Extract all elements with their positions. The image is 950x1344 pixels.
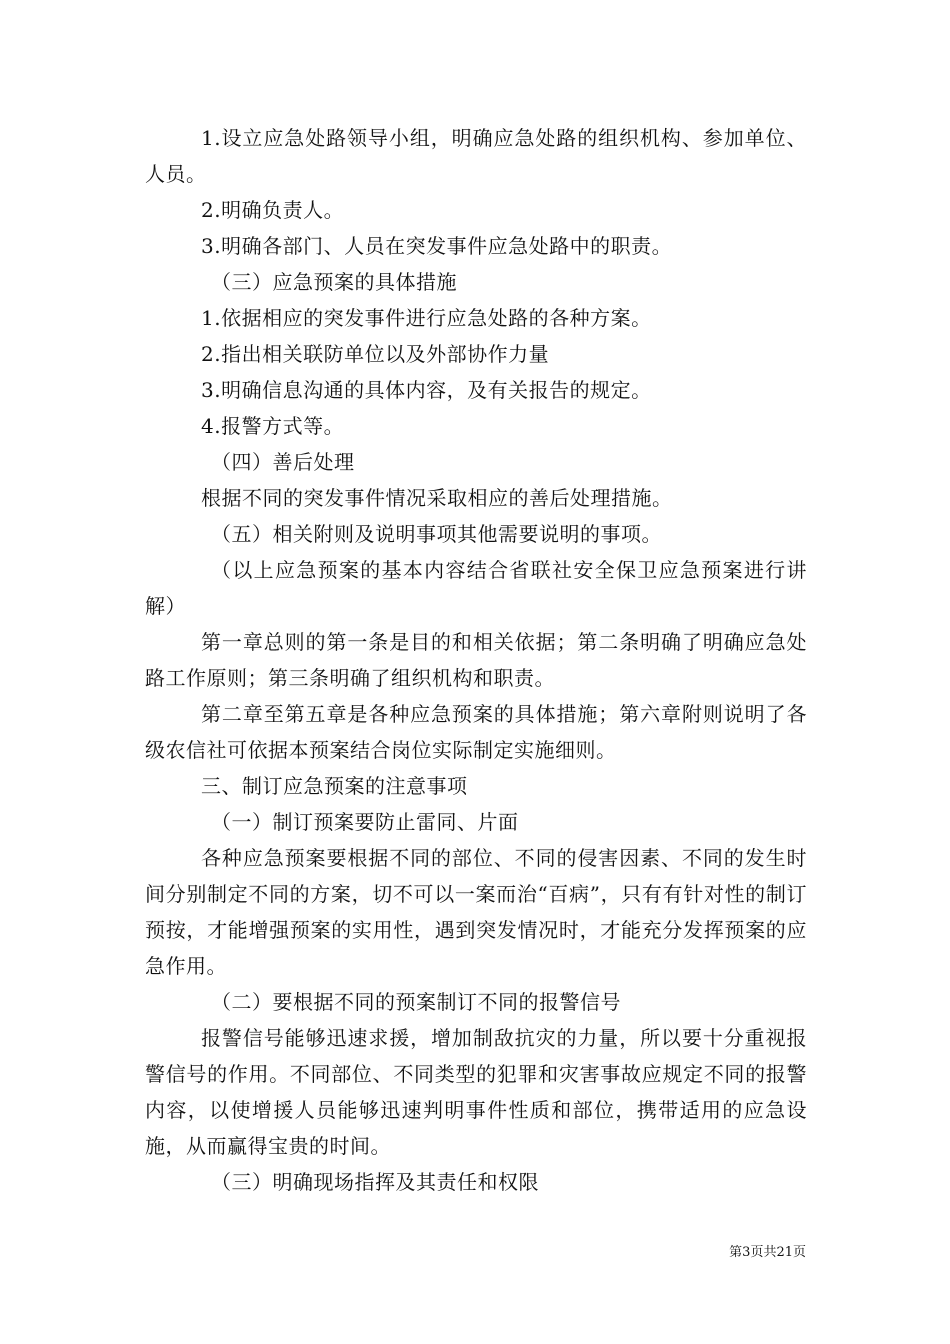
section-heading: （二）要根据不同的预案制订不同的报警信号 xyxy=(211,990,621,1014)
page-footer xyxy=(0,1245,806,1261)
paragraph: 报警信号能够迅速求援，增加制敌抗灾的力量，所以要十分重视报警信号的作用。不同部位、不同类型的犯罪和灾害事故应规定不同的报警内容，以使增援人员能够迅速判明事件性质和部位，携带适用的应急设施，从而赢得宝贵的时间。 xyxy=(145,1026,807,1158)
paragraph: 各种应急预案要根据不同的部位、不同的侵害因素、不同的发生时间分别制定不同的方案，切不可以一案而治“百病”，只有有针对性的制订预按，才能增强预案的实用性，遇到突发情况时，才能充分发挥预案的应急作用。 xyxy=(145,846,807,978)
paragraph: （以上应急预案的基本内容结合省联社安全保卫应急预案进行讲解） xyxy=(145,558,807,618)
paragraph: 3.明确各部门、人员在突发事件应急处路中的职责。 xyxy=(201,234,673,258)
paragraph: 2.指出相关联防单位以及外部协作力量 xyxy=(201,342,550,366)
section-heading: （四）善后处理 xyxy=(211,450,355,474)
section-heading: （三）明确现场指挥及其责任和权限 xyxy=(211,1170,539,1194)
paragraph: 3.明确信息沟通的具体内容，及有关报告的规定。 xyxy=(201,378,652,402)
paragraph: 1.设立应急处路领导小组，明确应急处路的组织机构、参加单位、人员。 xyxy=(145,126,807,186)
section-heading: （三）应急预案的具体措施 xyxy=(211,270,457,294)
section-heading: （五）相关附则及说明事项其他需要说明的事项。 xyxy=(211,522,662,546)
paragraph: 2.明确负责人。 xyxy=(201,198,345,222)
section-heading: （一）制订预案要防止雷同、片面 xyxy=(211,810,519,834)
paragraph: 根据不同的突发事件情况采取相应的善后处理措施。 xyxy=(201,486,673,510)
section-heading: 三、制订应急预案的注意事项 xyxy=(201,774,468,798)
document-body xyxy=(145,120,807,1200)
paragraph: 第一章总则的第一条是目的和相关依据；第二条明确了明确应急处路工作原则；第三条明确了组织机构和职责。 xyxy=(145,630,807,690)
paragraph: 4.报警方式等。 xyxy=(201,414,345,438)
paragraph: 第二章至第五章是各种应急预案的具体措施；第六章附则说明了各级农信社可依据本预案结合岗位实际制定实施细则。 xyxy=(145,702,807,762)
page-number: 第3页共21页 xyxy=(729,1245,806,1260)
paragraph: 1.依据相应的突发事件进行应急处路的各种方案。 xyxy=(201,306,652,330)
